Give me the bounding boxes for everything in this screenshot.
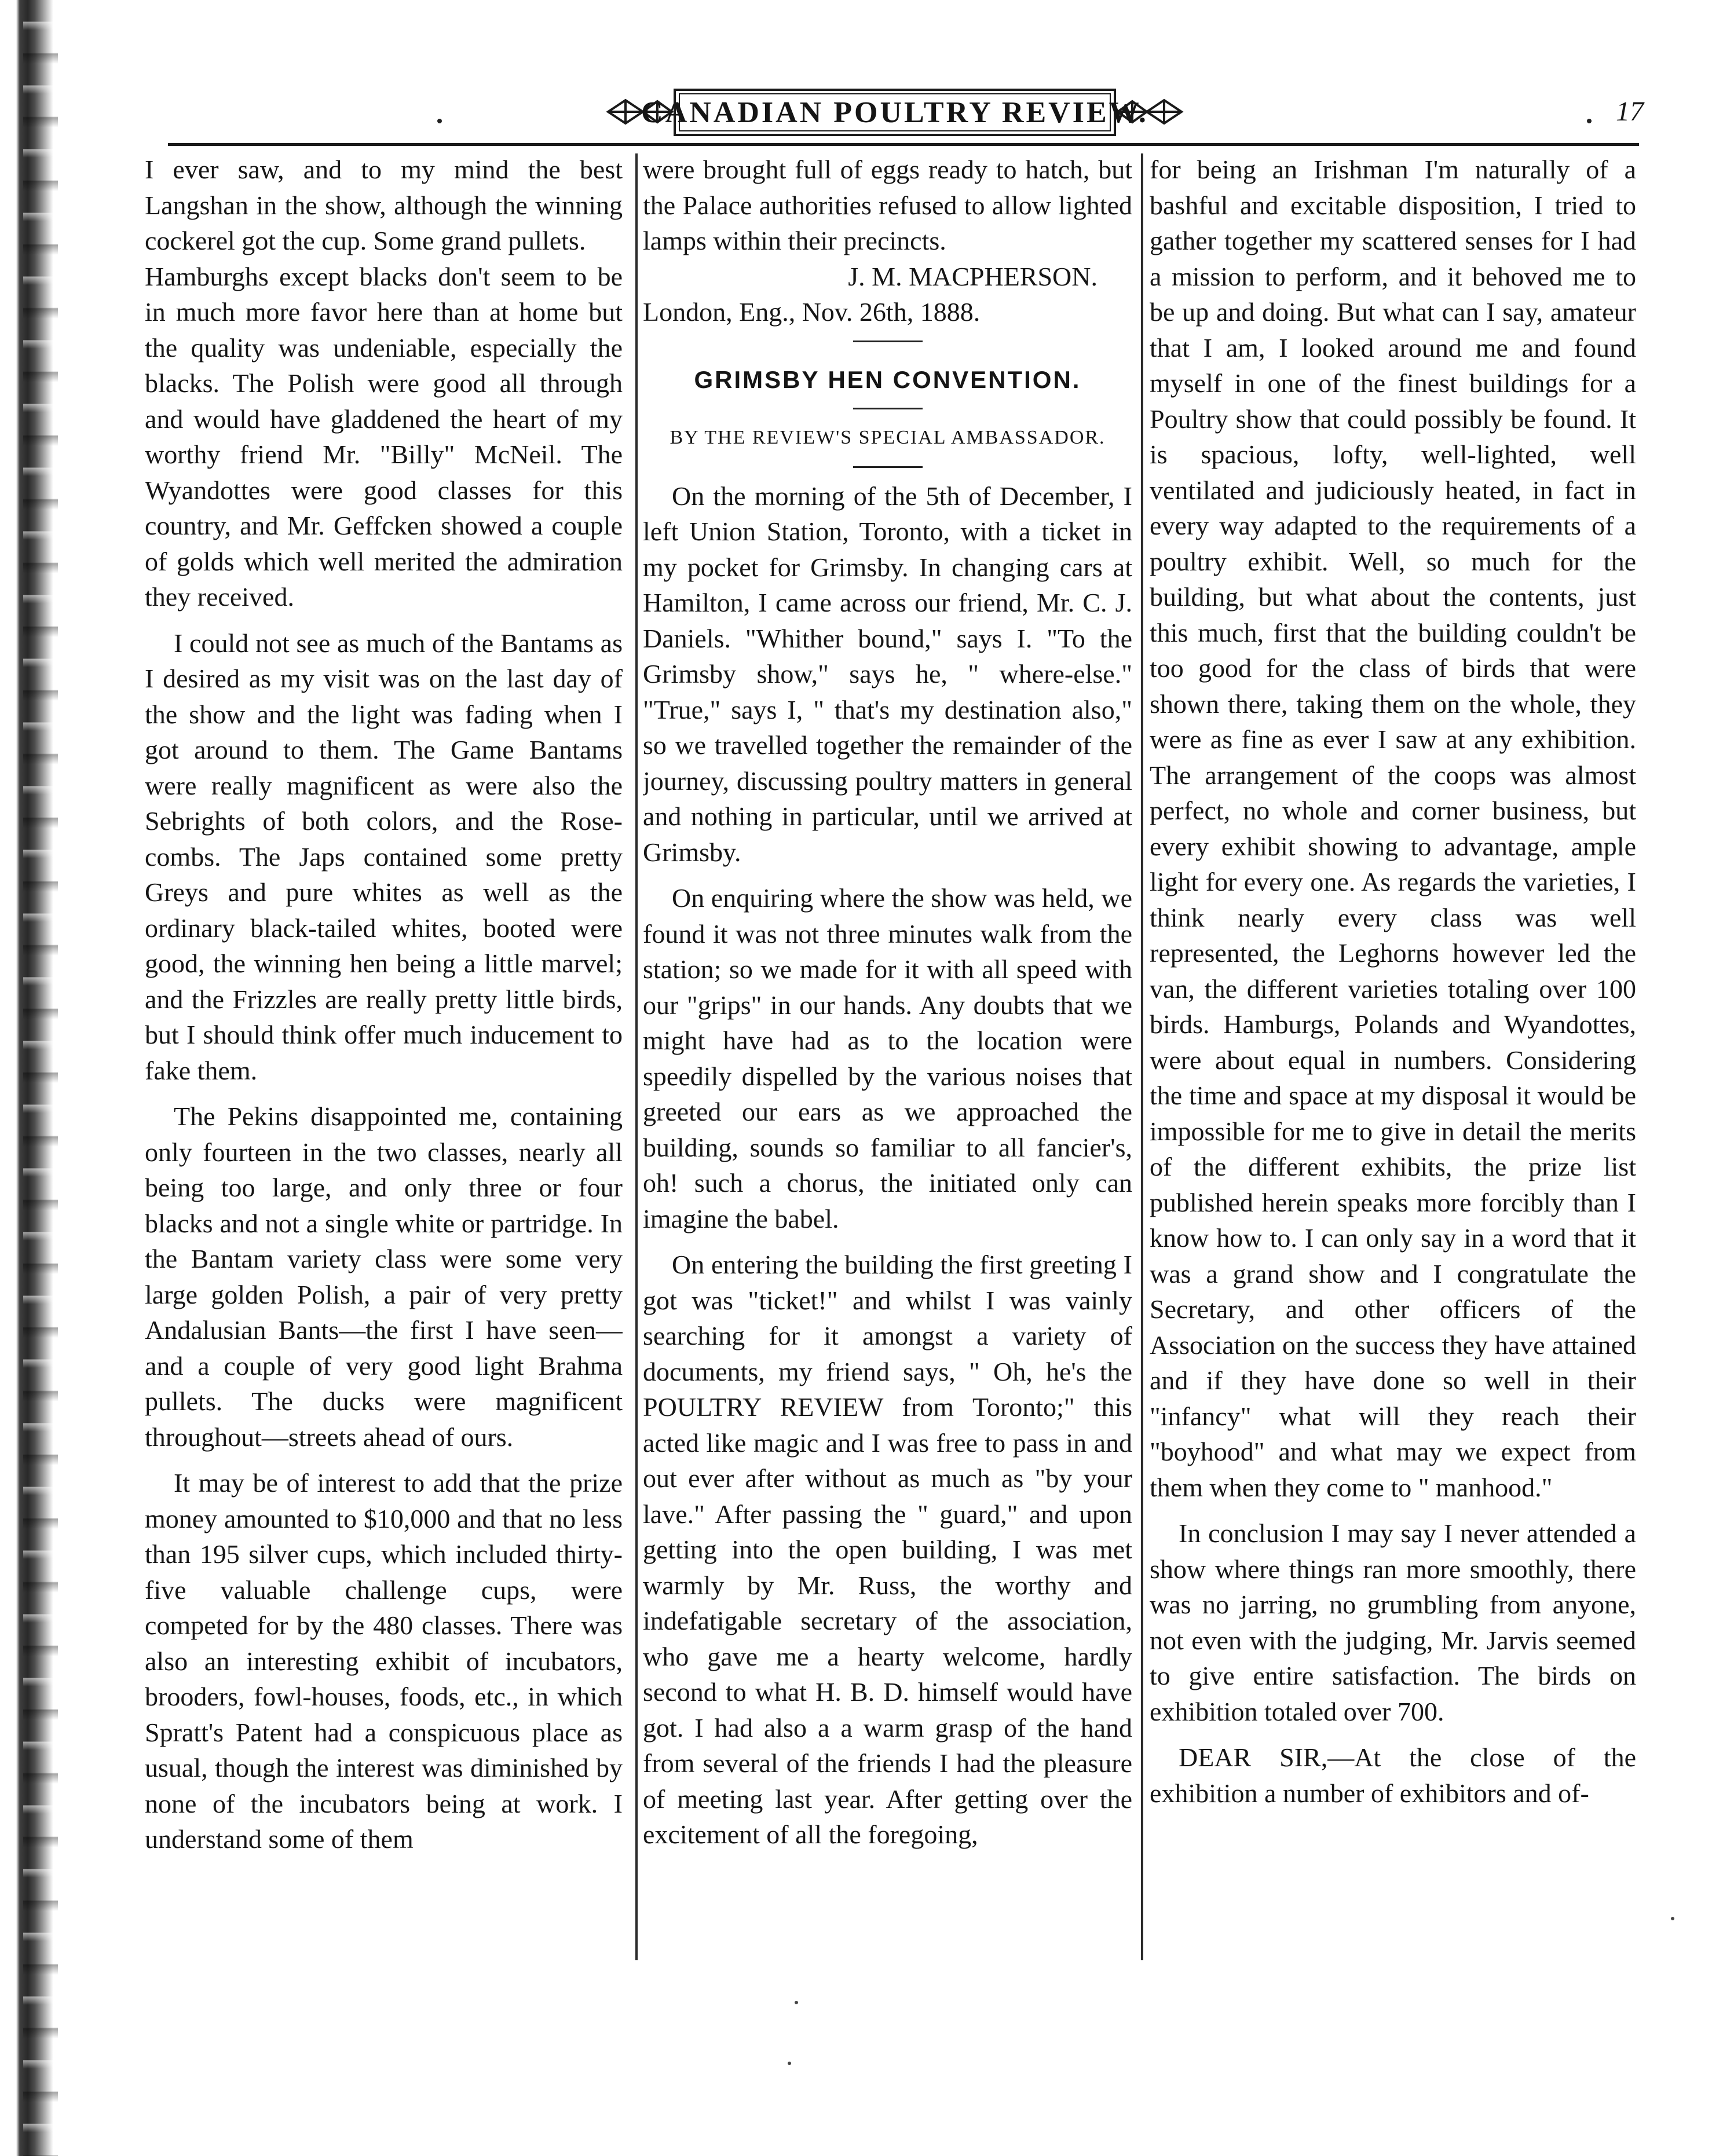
article-heading: GRIMSBY HEN CONVENTION.	[694, 365, 1081, 393]
paragraph: The Pekins disappointed me, containing only fourteen in the two classes, nearly all being too large, and only three or four blacks and not a single white or partridge. In the Bantam variety class were some very large golden Polish, a pair of very pretty Andalusian Bants—the first I have seen—and a couple of very good light Brahma pullets. The ducks were magnificent throughout—streets ahead of ours.	[145, 1101, 623, 1452]
paragraph: Hamburghs except blacks don't seem to be in much more favor here than at home but the quality was undeniable, especially the blacks. The Polish were good all through and would have gladdened the heart of my worthy friend Mr. "Billy" McNeil. The Wyandottes were good classes for this country, and Mr. Geffcken showed a couple of golds which well merited the admiration they received.	[145, 261, 623, 612]
paragraph: In conclusion I may say I never attended a show where things ran more smoothly, there was no jarring, no grumbling from anyone, not even with the judging, Mr. Jarvis seemed to give entire satisfaction. The birds on exhibition totaled over 700.	[1150, 1518, 1636, 1726]
paragraph: On enquiring where the show was held, we found it was not three minutes walk from the station; so we made for it with all speed with our "grips" in our hands. Any doubts that we might have had as to the location were speedily dispelled by the various noises that greeted our ears as we approached the building, sounds so familiar to all fancier's, oh! such a chorus, the initiated only can imagine the babel.	[643, 883, 1132, 1233]
paragraph: On entering the building the first greeting I got was "ticket!" and whilst I was vainly searching for it amongst a variety of documents, my friend says, " Oh, he's the POULTRY REVIEW from Toronto;" this acted like magic and I was free to pass in and out ever after without as much as "by your lave." After passing the " guard," and upon getting into the open building, I was met warmly by Mr. Russ, the worthy and indefatigable secretary of the association, who gave me a hearty welcome, hardly second to what H. B. D. himself would have got. I had also a a warm grasp of the hand from several of the friends I had the pleasure of meeting last year. After getting over the excitement of all the foregoing,	[643, 1250, 1132, 1849]
masthead-logo	[602, 78, 1187, 145]
scan-binding-texture	[23, 0, 58, 2156]
paragraph: On the morning of the 5th of December, I left Union Station, Toronto, with a ticket in my pocket for Grimsby. In changing cars at Hamilton, I came across our friend, Mr. C. J. Daniels. "Whither bound," says I. "To the Grimsby show," says he, " where-else." "True," says I, " that's my destination also," so we travelled together the remainder of the journey, discussing poultry matters in general and nothing in particular, until we arrived at Grimsby.	[643, 481, 1132, 867]
page-number: 17	[1616, 96, 1644, 127]
masthead-dot-right	[1587, 119, 1592, 123]
scan-speck	[1671, 1917, 1674, 1920]
dateline: London, Eng., Nov. 26th, 1888.	[643, 297, 981, 327]
masthead-title: CANADIAN POULTRY REVIEW.	[641, 96, 1148, 129]
paragraph: for being an Irishman I'm naturally of a bashful and excitable disposition, I tried to gather together my scattered senses for I had a mission to perform, and it behoved me to be up and doing. But what can I say, amateur that I am, I looked around me and found myself in one of the finest buildings for a Poultry show that could possibly be found. It is spacious, lofty, well-lighted, well ventilated and judiciously heated, in fact in every way adapted to the requirements of a poultry exhibit. Well, so much for the building, but what about the contents, just this much, first that the building couldn't be too good for the class of birds that were shown there, taking them on the whole, they were as fine as ever I saw at any exhibition. The arrangement of the coops was almost perfect, no whole and corner business, but every exhibit showing to advantage, ample light for every one. As regards the varieties, I think nearly every class was well represented, the Leghorns however led the van, the different varieties totaling over 100 birds. Hamburgs, Polands and Wyandottes, were about equal in numbers. Considering the time and space at my disposal it would be impossible for me to give in detail the merits of the different exhibits, the prize list published herein speaks more forcibly than I know how to. I can only say in a word that it was a grand show and I congratulate the Secretary, and other officers of the Association on the success they have attained and if they have done so well in their "infancy" what will they reach their "boyhood" and what may we expect from them when they come to " manhood."	[1150, 155, 1636, 1502]
column-rule-right	[1141, 153, 1143, 1960]
paragraph: I could not see as much of the Bantams as I desired as my visit was on the last day of the show and the light was fading when I got around to them. The Game Bantams were really magnificent as were also the Sebrights of both colors, and the Rose-combs. The Japs contained some pretty Greys and pure whites as well as the ordinary black-tailed whites, booted were good, the winning hen being a little marvel; and the Frizzles are really pretty little birds, but I should think offer much inducement to fake them.	[145, 628, 623, 1085]
masthead-dot-left	[437, 119, 442, 123]
scan-speck	[795, 2001, 798, 2004]
scan-speck	[788, 2062, 791, 2065]
section-divider	[853, 466, 923, 468]
paragraph: DEAR SIR,—At the close of the exhibition a number of exhibitors and of-	[1150, 1743, 1636, 1808]
paragraph: It may be of interest to add that the prize money amounted to $10,000 and that no less than 195 silver cups, which included thirty-five valuable challenge cups, were competed for by the 480 classes. There was also an interesting exhibit of incubators, brooders, fowl-houses, foods, etc., in which Spratt's Patent had a conspicuous place as usual, though the interest was diminished by none of the incubators being at work. I understand some of them	[145, 1468, 623, 1854]
column-left	[145, 152, 623, 2005]
paragraph: I ever saw, and to my mind the best Langshan in the show, although the winning cockerel got the cup. Some grand pullets.	[145, 155, 623, 255]
paragraph: were brought full of eggs ready to hatch, but the Palace authorities refused to allow lighted lamps within their precincts.	[643, 155, 1132, 255]
article-byline: BY THE REVIEW'S SPECIAL AMBASSADOR.	[670, 427, 1106, 448]
header-rule	[168, 143, 1639, 146]
section-divider	[853, 341, 923, 342]
signature: J. M. MACPHERSON.	[848, 261, 1098, 291]
column-rule-left	[635, 153, 638, 1960]
column-right	[1150, 152, 1636, 2005]
section-divider	[853, 408, 923, 409]
column-middle	[643, 152, 1132, 2005]
